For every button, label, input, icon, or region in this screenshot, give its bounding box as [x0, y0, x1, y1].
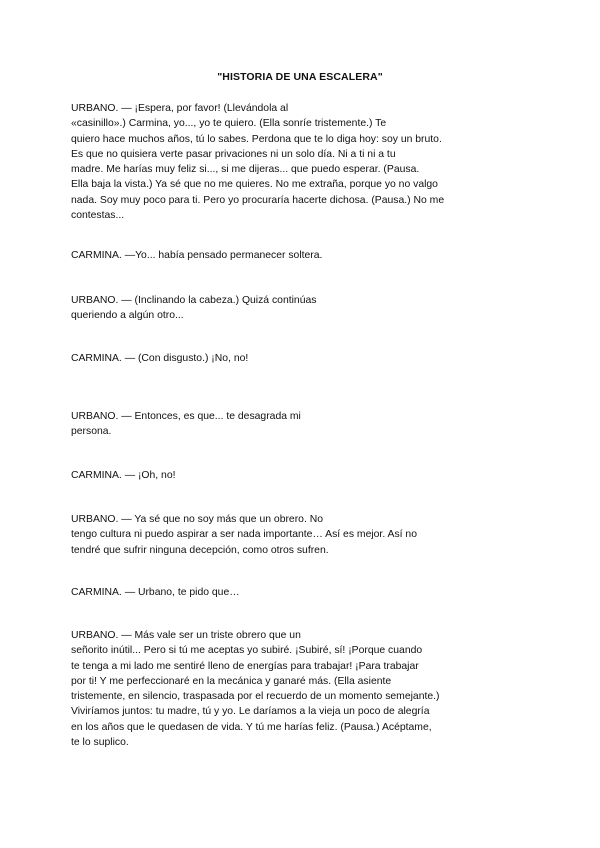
text-line: CARMINA. —Yo... había pensado permanecer soltera.	[71, 250, 323, 261]
dialogue-block-carmina-1	[71, 248, 551, 263]
text-line: «casinillo».) Carmina, yo..., yo te quiero. (Ella sonríe tristemente.) Te	[71, 118, 387, 130]
dialogue-block-carmina-4	[71, 585, 551, 600]
text-line: nada. Soy muy poco para ti. Pero yo procuraría hacerte dichosa. (Pausa.) No me	[71, 194, 445, 206]
text-line: URBANO. — Ya sé que no soy más que un obrero. No	[71, 514, 324, 525]
text-line: te tenga a mi lado me sentiré lleno de energías para trabajar! ¡Para trabajar	[71, 660, 419, 672]
text-line: contestas...	[71, 210, 125, 222]
text-line: URBANO. — (Inclinando la cabeza.) Quizá continúas	[71, 295, 317, 306]
text-line: queriendo a algún otro...	[71, 310, 184, 322]
dialogue-block-carmina-3	[71, 468, 551, 483]
text-line: tristemente, en silencio, traspasada por el recuerdo de un momento semejante.)	[71, 691, 440, 703]
text-line: quiero hace muchos años, tú lo sabes. Perdona que te lo diga hoy: soy un bruto.	[71, 133, 442, 145]
text-line: URBANO. — ¡Espera, por favor! (Llevándola al	[71, 103, 289, 114]
text-line: URBANO. — Entonces, es que... te desagrada mi	[71, 411, 301, 422]
dialogue-block-urbano-3	[71, 409, 551, 440]
text-line: tendré que sufrir ninguna decepción, como otros sufren.	[71, 544, 329, 556]
text-line: Es que no quisiera verte pasar privaciones ni un solo día. Ni a ti ni a tu	[71, 148, 396, 160]
dialogue-block-urbano-1	[71, 101, 551, 223]
dialogue-block-carmina-2	[71, 351, 551, 366]
dialogue-block-urbano-4	[71, 512, 551, 558]
text-line: en los años que le quedasen de vida. Y tú me harías feliz. (Pausa.) Acéptame,	[71, 721, 432, 733]
text-line: URBANO. — Más vale ser un triste obrero que un	[71, 630, 301, 641]
text-line: tengo cultura ni puedo aspirar a ser nada importante… Así es mejor. Así no	[71, 529, 417, 541]
dialogue-block-urbano-5	[71, 628, 551, 750]
text-line: señorito inútil... Pero si tú me aceptas yo subiré. ¡Subiré, sí! ¡Porque cuando	[71, 645, 423, 657]
text-line: CARMINA. — (Con disgusto.) ¡No, no!	[71, 353, 249, 364]
text-line: Viviríamos juntos: tu madre, tú y yo. Le daríamos a la vieja un poco de alegría	[71, 706, 430, 718]
document-title: "HISTORIA DE UNA ESCALERA"	[217, 71, 383, 83]
text-line: madre. Me harías muy feliz si..., si me dijeras... que puedo esperar. (Pausa.	[71, 164, 420, 176]
text-line: persona.	[71, 426, 112, 438]
text-line: CARMINA. — ¡Oh, no!	[71, 470, 176, 481]
text-line: te lo suplico.	[71, 737, 129, 749]
text-line: por ti! Y me perfeccionaré en la mecánica y ganaré más. (Ella asiente	[71, 675, 392, 687]
dialogue-block-urbano-2	[71, 293, 551, 324]
text-line: CARMINA. — Urbano, te pido que…	[71, 587, 240, 598]
text-line: Ella baja la vista.) Ya sé que no me quieres. No me extraña, porque yo no valgo	[71, 179, 438, 191]
